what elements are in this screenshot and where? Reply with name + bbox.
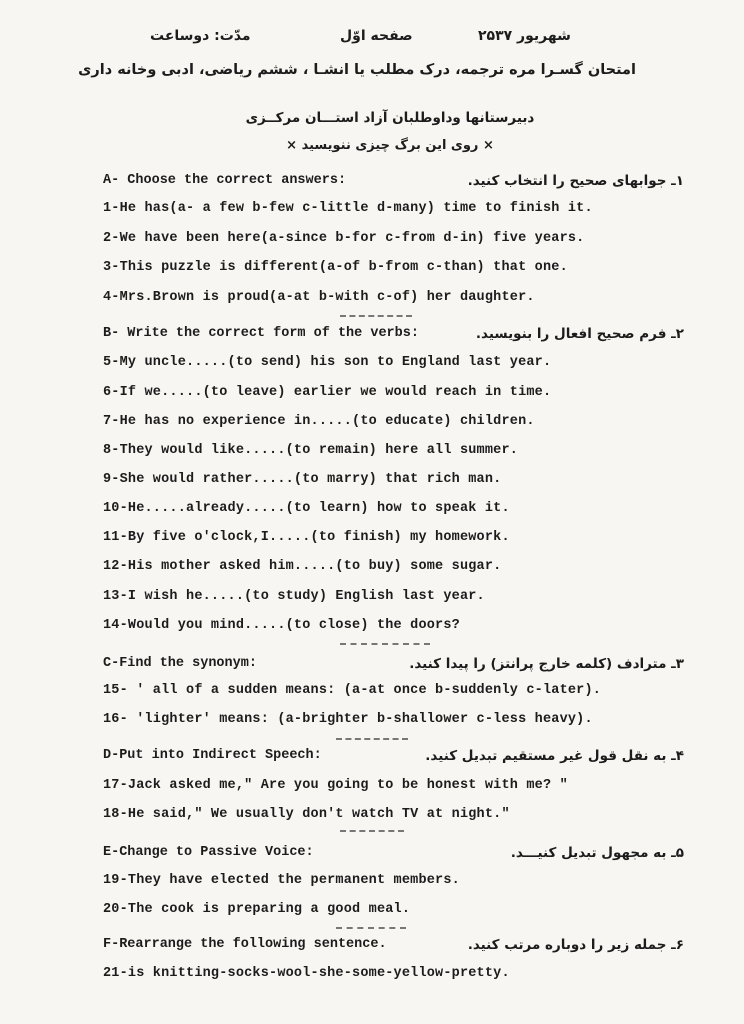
section-f-title-fa: ۶ـ جمله زیر را دوباره مرتب کنید. [467,937,684,953]
question-10: 10-He.....already.....(to learn) how to speak it. [103,501,510,516]
question-1: 1-He has(a- a few b-few c-little d-many) time to finish it. [103,201,593,216]
question-7: 7-He has no experience in.....(to educate) children. [103,414,535,429]
question-9: 9-She would rather.....(to marry) that rich man. [103,472,502,487]
question-20: 20-The cook is preparing a good meal. [103,902,411,917]
question-6: 6-If we.....(to leave) earlier we would reach in time. [103,385,552,400]
separator [340,830,404,832]
question-16: 16- 'lighter' means: (a-brighter b-shallower c-less heavy). [103,712,593,727]
section-d-title: D-Put into Indirect Speech: [103,748,322,763]
question-3: 3-This puzzle is different(a-of b-from c-than) that one. [103,260,568,275]
question-2: 2-We have been here(a-since b-for c-from d-in) five years. [103,231,585,246]
section-c-title-fa: ۳ـ مترادف (کلمه خارج پرانتز) را پیدا کنید. [409,656,684,672]
question-8: 8-They would like.....(to remain) here all summer. [103,443,519,458]
header-date: شهریور ۲۵۳۷ [478,28,571,44]
question-14: 14-Would you mind.....(to close) the doors? [103,618,460,633]
section-a-title: A- Choose the correct answers: [103,173,347,188]
section-b-title: B- Write the correct form of the verbs: [103,326,419,341]
question-17: 17-Jack asked me," Are you going to be honest with me? " [103,778,568,793]
section-e-title-fa: ۵ـ به مجهول تبدیل کنیـــد. [510,845,684,861]
question-15: 15- ' all of a sudden means: (a-at once b-suddenly c-later). [103,683,602,698]
section-a-title-fa: ۱ـ جوابهای صحیح را انتخاب کنید. [467,173,684,189]
question-21: 21-is knitting-socks-wool-she-some-yellow-pretty. [103,966,510,981]
header-page: صفحه اوّل [340,28,413,44]
section-c-title: C-Find the synonym: [103,656,257,671]
no-writing-note: × روی این برگ چیزی ننویسید × [286,138,494,153]
section-e-title: E-Change to Passive Voice: [103,845,314,860]
question-13: 13-I wish he.....(to study) English last year. [103,589,485,604]
section-d-title-fa: ۴ـ به نقل قول غیر مستقیم تبدیل کنید. [425,748,684,764]
separator [336,927,406,929]
exam-title: امتحان گسـرا مره ترجمه، درک مطلب یا انشـا ، ششم ریاضی، ادبی وخانه داری [78,62,636,78]
separator [340,315,412,317]
separator [336,738,408,740]
question-11: 11-By five o'clock,I.....(to finish) my homework. [103,530,510,545]
schools-line: دبیرستانها وداوطلبان آزاد استـــان مرکــزی [245,110,535,126]
separator [340,643,430,645]
question-19: 19-They have elected the permanent members. [103,873,460,888]
question-18: 18-He said," We usually don't watch TV at night." [103,807,510,822]
header-duration: مدّت: دوساعت [150,28,251,44]
section-b-title-fa: ۲ـ فرم صحیح افعال را بنویسید. [475,326,684,342]
section-f-title: F-Rearrange the following sentence. [103,937,387,952]
question-4: 4-Mrs.Brown is proud(a-at b-with c-of) her daughter. [103,290,535,305]
question-5: 5-My uncle.....(to send) his son to England last year. [103,355,552,370]
question-12: 12-His mother asked him.....(to buy) some sugar. [103,559,502,574]
